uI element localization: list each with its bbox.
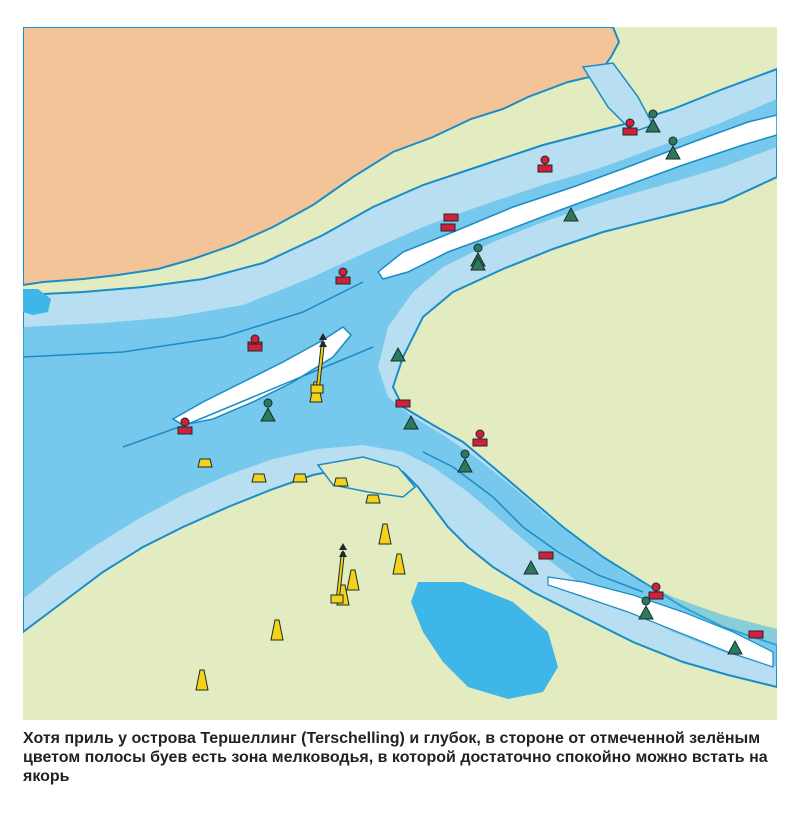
yellow-buoy-icon (252, 474, 266, 482)
yellow-buoy-icon (334, 478, 348, 486)
map-caption: Хотя приль у острова Тершеллинг (Terschelling) и глубок, в стороне от отмеченной зелёным цветом полосы буев есть зона мелководья, в которой достаточно спокойно можно встать на якорь (23, 730, 768, 785)
red-buoy-icon (441, 224, 455, 231)
nautical-chart (23, 27, 777, 720)
red-buoy-icon (749, 631, 763, 638)
red-buoy-icon (539, 552, 553, 559)
yellow-buoy-icon (293, 474, 307, 482)
red-buoy-icon (396, 400, 410, 407)
red-buoy-icon (444, 214, 458, 221)
yellow-buoy-icon (366, 495, 380, 503)
yellow-buoy-icon (198, 459, 212, 467)
